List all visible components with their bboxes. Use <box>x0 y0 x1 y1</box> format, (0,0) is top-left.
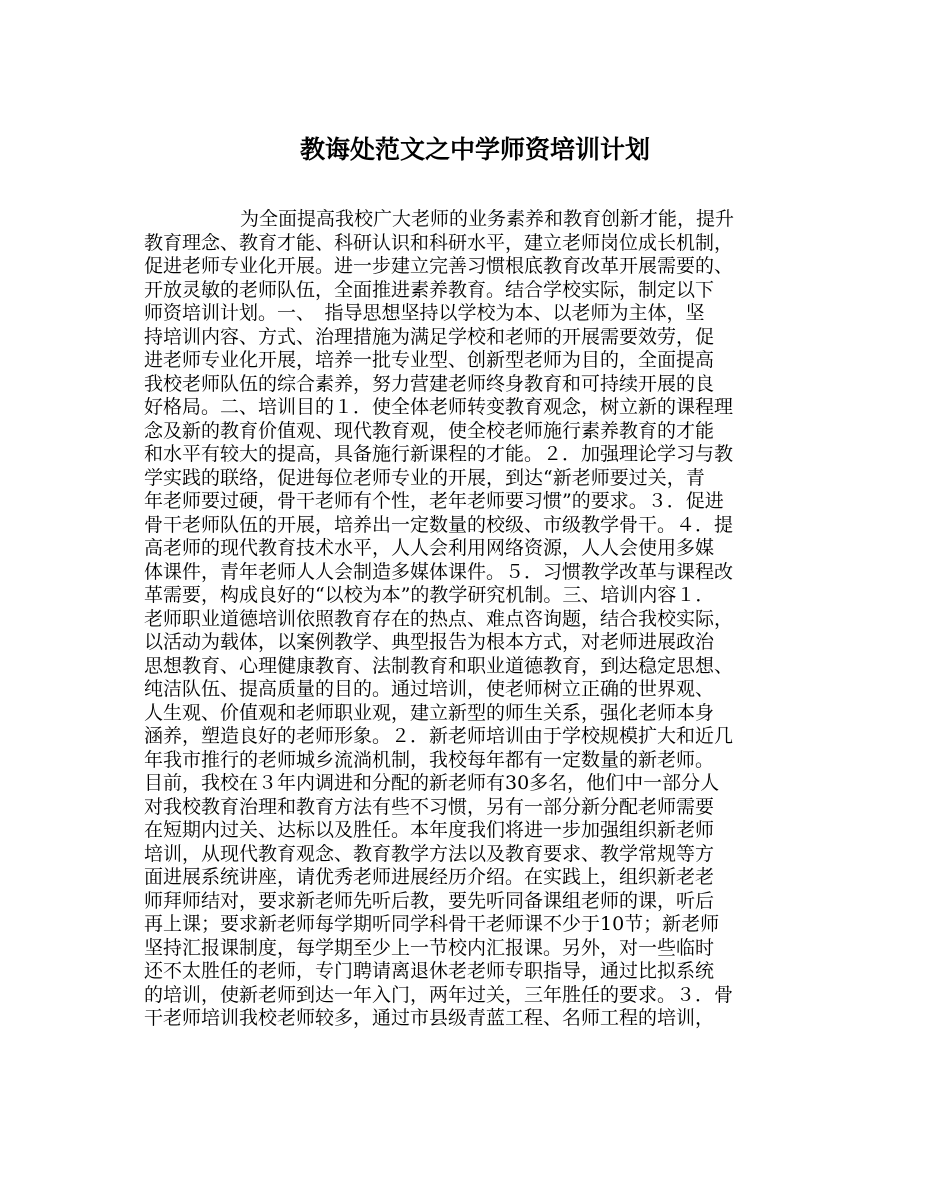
body-line: 持培训内容、方式、治理措施为满足学校和老师的开展需要效劳，促 <box>144 325 715 348</box>
body-line: 目前，我校在３年内调进和分配的新老师有30多名，他们中一部分人 <box>144 772 720 794</box>
body-line: 为全面提高我校广大老师的业务素养和教育创新才能，提升 <box>240 208 735 230</box>
body-line: 和水平有较大的提高，具备施行新课程的才能。２．加强理论学习与教 <box>144 443 734 465</box>
body-line: 年我市推行的老师城乡流淌机制，我校每年都有一定数量的新老师。 <box>144 748 715 771</box>
body-line: 师拜师结对，要求新老师先听后教，要先听同备课组老师的课，听后 <box>144 889 715 912</box>
body-line: 人生观、价值观和老师职业观，建立新型的师生关系，强化老师本身 <box>144 701 715 724</box>
body-line: 坚持汇报课制度，每学期至少上一节校内汇报课。另外，对一些临时 <box>144 936 715 959</box>
body-line: 师资培训计划。一、 指导思想坚持以学校为本、以老师为主体，坚 <box>144 302 705 324</box>
body-line: 进老师专业化开展，培养一批专业型、创新型老师为目的，全面提高 <box>144 349 715 371</box>
body-line: 骨干老师队伍的开展，培养出一定数量的校级、市级教学骨干。４．提 <box>144 513 734 536</box>
body-line: 纯洁队伍、提高质量的目的。通过培训，使老师树立正确的世界观、 <box>144 678 715 700</box>
body-line: 学实践的联络，促进每位老师专业的开展，到达“新老师要过关，青 <box>144 466 705 489</box>
body-line: 思想教育、心理健康教育、法制教育和职业道德教育，到达稳定思想、 <box>144 654 734 677</box>
body-line: 以活动为载体，以案例教学、典型报告为根本方式，对老师进展政治 <box>144 631 715 653</box>
body-line: 还不太胜任的老师，专门聘请离退休老老师专职指导，通过比拟系统 <box>144 960 715 982</box>
body-line: 年老师要过硬，骨干老师有个性，老年老师要习惯”的要求。３．促进 <box>144 490 724 512</box>
body-line: 干老师培训我校老师较多，通过市县级青蓝工程、名师工程的培训， <box>144 1007 715 1029</box>
body-line: 开放灵敏的老师队伍，全面推进素养教育。结合学校实际，制定以下 <box>144 278 715 301</box>
body-line: 再上课；要求新老师每学期听同学科骨干老师课不少于10节；新老师 <box>144 913 720 935</box>
body-line: 好格局。二、培训目的１．使全体老师转变教育观念，树立新的课程理 <box>144 396 734 418</box>
document-title: 教诲处范文之中学师资培训计划 <box>299 135 650 164</box>
body-line: 体课件，青年老师人人会制造多媒体课件。５．习惯教学改革与课程改 <box>144 560 734 583</box>
body-line: 涵养，塑造良好的老师形象。２．新老师培训由于学校规模扩大和近几 <box>144 725 734 747</box>
body-line: 革需要，构成良好的“以校为本”的教学研究机制。三、培训内容１． <box>144 584 715 606</box>
body-line: 念及新的教育价值观、现代教育观，使全校老师施行素养教育的才能 <box>144 419 715 442</box>
body-line: 促进老师专业化开展。进一步建立完善习惯根底教育改革开展需要的、 <box>144 255 734 277</box>
body-line: 面进展系统讲座，请优秀老师进展经历介绍。在实践上，组织新老老 <box>144 866 715 888</box>
body-line: 教育理念、教育才能、科研认识和科研水平，建立老师岗位成长机制， <box>144 231 734 254</box>
body-line: 培训，从现代教育观念、教育教学方法以及教育要求、教学常规等方 <box>144 842 715 865</box>
body-line: 在短期内过关、达标以及胜任。本年度我们将进一步加强组织新老师 <box>144 819 715 841</box>
document-body <box>144 208 816 1031</box>
body-line: 我校老师队伍的综合素养，努力营建老师终身教育和可持续开展的良 <box>144 372 715 395</box>
body-line: 对我校教育治理和教育方法有些不习惯，另有一部分新分配老师需要 <box>144 795 715 818</box>
body-line: 高老师的现代教育技术水平，人人会利用网络资源，人人会使用多媒 <box>144 537 715 559</box>
body-line: 的培训，使新老师到达一年入门，两年过关，三年胜任的要求。３．骨 <box>144 983 734 1006</box>
body-line: 老师职业道德培训依照教育存在的热点、难点咨询题，结合我校实际， <box>144 607 734 630</box>
